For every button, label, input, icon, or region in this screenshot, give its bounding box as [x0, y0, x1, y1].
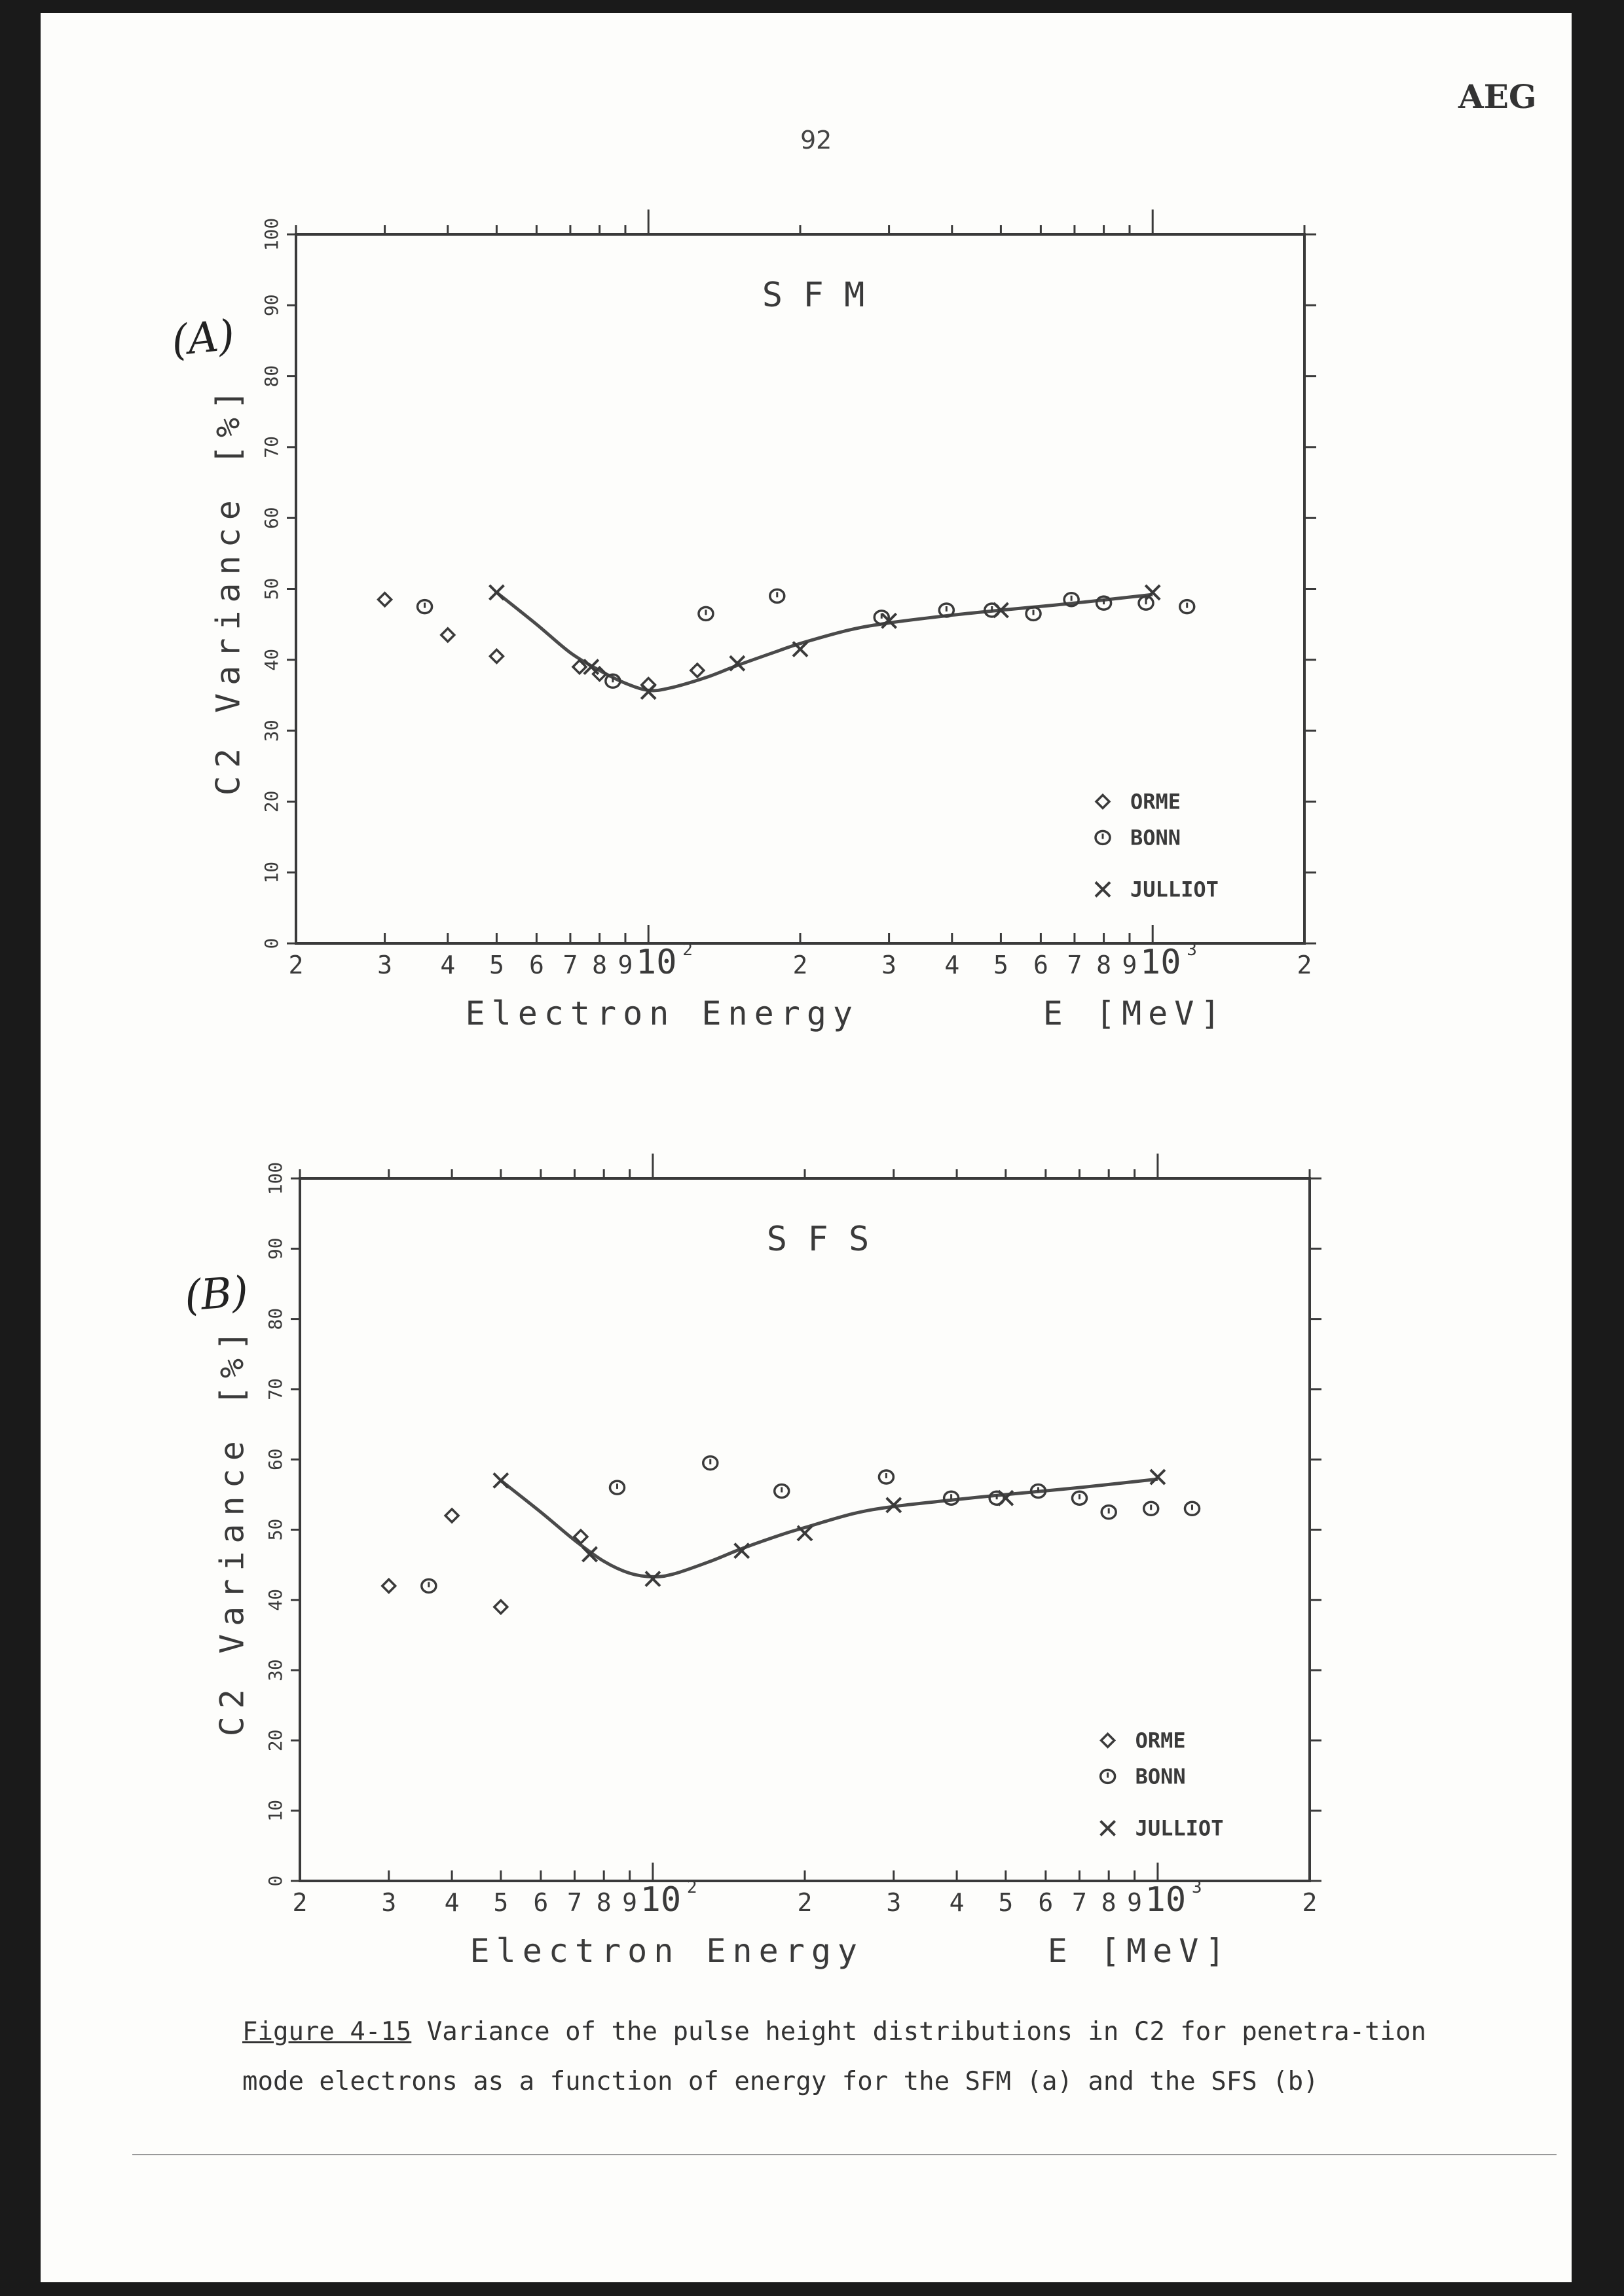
x-tick-label: 9 — [622, 1888, 638, 1917]
x-tick-label: 10 — [1145, 1880, 1187, 1920]
y-tick-label: 30 — [265, 1659, 286, 1681]
x-tick-label: 2 — [792, 951, 808, 979]
legend-marker-bonn — [1101, 1770, 1115, 1783]
x-tick-label: 6 — [1038, 1888, 1054, 1917]
figure-caption-text: Variance of the pulse height distributions in C2 for penetra-tion mode electrons as a function of energy for the SFM (a) and the SFS (b) — [242, 2017, 1426, 2096]
x-tick-label: 8 — [592, 951, 608, 979]
x-tick-label: 2 — [1297, 951, 1312, 979]
legend-label-bonn: BONN — [1135, 1764, 1186, 1789]
x-tick-label: 9 — [1127, 1888, 1143, 1917]
y-tick-label: 10 — [265, 1799, 286, 1822]
y-tick-label: 40 — [261, 648, 282, 671]
legend-label-julliot: JULLIOT — [1130, 877, 1219, 902]
x-tick-label: 6 — [528, 951, 544, 979]
x-tick-label: 8 — [1096, 951, 1112, 979]
point-bonn — [1144, 1502, 1158, 1515]
x-tick-label: 4 — [944, 951, 960, 979]
point-bonn — [703, 1457, 718, 1470]
x-axis-label: Electron Energy E [MeV] — [470, 1932, 1232, 1970]
chart-title: S F M — [762, 276, 865, 315]
x-tick-label: 4 — [444, 1888, 460, 1917]
y-tick-label: 30 — [261, 720, 282, 742]
x-tick-label-exponent: 2 — [686, 1878, 697, 1897]
x-tick-label: 2 — [797, 1888, 813, 1917]
legend-label-orme: ORME — [1130, 789, 1181, 814]
y-tick-label: 100 — [265, 1161, 286, 1195]
x-tick-label-exponent: 3 — [1191, 1878, 1202, 1897]
x-tick-label: 2 — [288, 951, 304, 979]
page-number: 92 — [800, 126, 832, 155]
legend-label-julliot: JULLIOT — [1135, 1815, 1224, 1841]
handwritten-tag-b: (B) — [183, 1267, 250, 1321]
x-tick-label: 10 — [1139, 943, 1181, 982]
y-axis-label: C2 Variance [%] — [213, 1322, 251, 1737]
y-tick-label: 60 — [265, 1448, 286, 1471]
y-tick-label: 90 — [265, 1237, 286, 1260]
y-tick-label: 60 — [261, 507, 282, 530]
x-tick-label: 5 — [998, 1888, 1014, 1917]
legend-marker-julliot — [1101, 1821, 1115, 1835]
x-tick-label: 9 — [618, 951, 633, 979]
point-julliot — [494, 1473, 508, 1487]
point-bonn — [1101, 1506, 1116, 1519]
x-tick-label: 3 — [886, 1888, 902, 1917]
y-tick-label: 70 — [261, 436, 282, 458]
x-tick-label: 7 — [563, 951, 578, 979]
x-tick-label: 10 — [640, 1880, 682, 1920]
x-tick-label: 9 — [1122, 951, 1137, 979]
y-tick-label: 20 — [265, 1729, 286, 1752]
x-tick-label-exponent: 2 — [682, 940, 693, 960]
point-bonn — [422, 1579, 436, 1592]
point-bonn — [1072, 1491, 1086, 1504]
x-tick-label: 3 — [377, 951, 393, 979]
brand-logo-text: AEG — [1458, 77, 1537, 116]
point-orme — [494, 1601, 507, 1614]
legend-marker-orme — [1101, 1734, 1115, 1747]
x-tick-label: 10 — [635, 943, 677, 982]
point-orme — [445, 1509, 458, 1522]
y-tick-label: 80 — [265, 1307, 286, 1330]
point-julliot — [1151, 1470, 1165, 1484]
point-bonn — [775, 1484, 789, 1497]
x-tick-label: 4 — [949, 1888, 965, 1917]
x-tick-label: 2 — [292, 1888, 308, 1917]
x-tick-label: 6 — [1033, 951, 1048, 979]
x-tick-label: 8 — [1101, 1888, 1116, 1917]
x-tick-label: 3 — [881, 951, 897, 979]
y-tick-label: 50 — [265, 1518, 286, 1541]
y-tick-label: 70 — [265, 1378, 286, 1400]
handwritten-tag-a: (A) — [169, 311, 237, 366]
point-bonn — [879, 1470, 893, 1484]
y-tick-label: 0 — [261, 938, 282, 949]
point-orme — [382, 1579, 396, 1592]
x-tick-label-exponent: 3 — [1187, 940, 1197, 960]
x-tick-label: 5 — [993, 951, 1008, 979]
x-tick-label: 8 — [596, 1888, 612, 1917]
x-tick-label: 5 — [493, 1888, 509, 1917]
y-tick-label: 0 — [265, 1875, 286, 1887]
point-bonn — [610, 1481, 624, 1494]
figure-caption-label: Figure 4-15 — [242, 2017, 412, 2047]
y-tick-label: 20 — [261, 790, 282, 813]
y-tick-label: 10 — [261, 861, 282, 884]
x-tick-label: 7 — [567, 1888, 582, 1917]
y-tick-label: 50 — [261, 577, 282, 600]
point-bonn — [1185, 1502, 1199, 1515]
y-tick-label: 100 — [261, 217, 282, 251]
x-axis-label: Electron Energy E [MeV] — [465, 994, 1227, 1032]
x-tick-label: 5 — [489, 951, 504, 979]
fit-curve — [501, 1479, 1158, 1576]
x-tick-label: 7 — [1072, 1888, 1087, 1917]
x-tick-label: 6 — [533, 1888, 549, 1917]
chart-title: S F S — [766, 1220, 870, 1259]
legend-label-bonn: BONN — [1130, 825, 1181, 850]
point-julliot — [646, 1572, 660, 1586]
legend-label-orme: ORME — [1135, 1728, 1186, 1753]
x-tick-label: 7 — [1067, 951, 1082, 979]
y-axis-label: C2 Variance [%] — [209, 382, 248, 796]
x-tick-label: 4 — [440, 951, 456, 979]
x-tick-label: 2 — [1302, 1888, 1318, 1917]
y-tick-label: 80 — [261, 365, 282, 388]
y-tick-label: 90 — [261, 294, 282, 317]
y-tick-label: 40 — [265, 1588, 286, 1611]
x-tick-label: 3 — [381, 1888, 397, 1917]
